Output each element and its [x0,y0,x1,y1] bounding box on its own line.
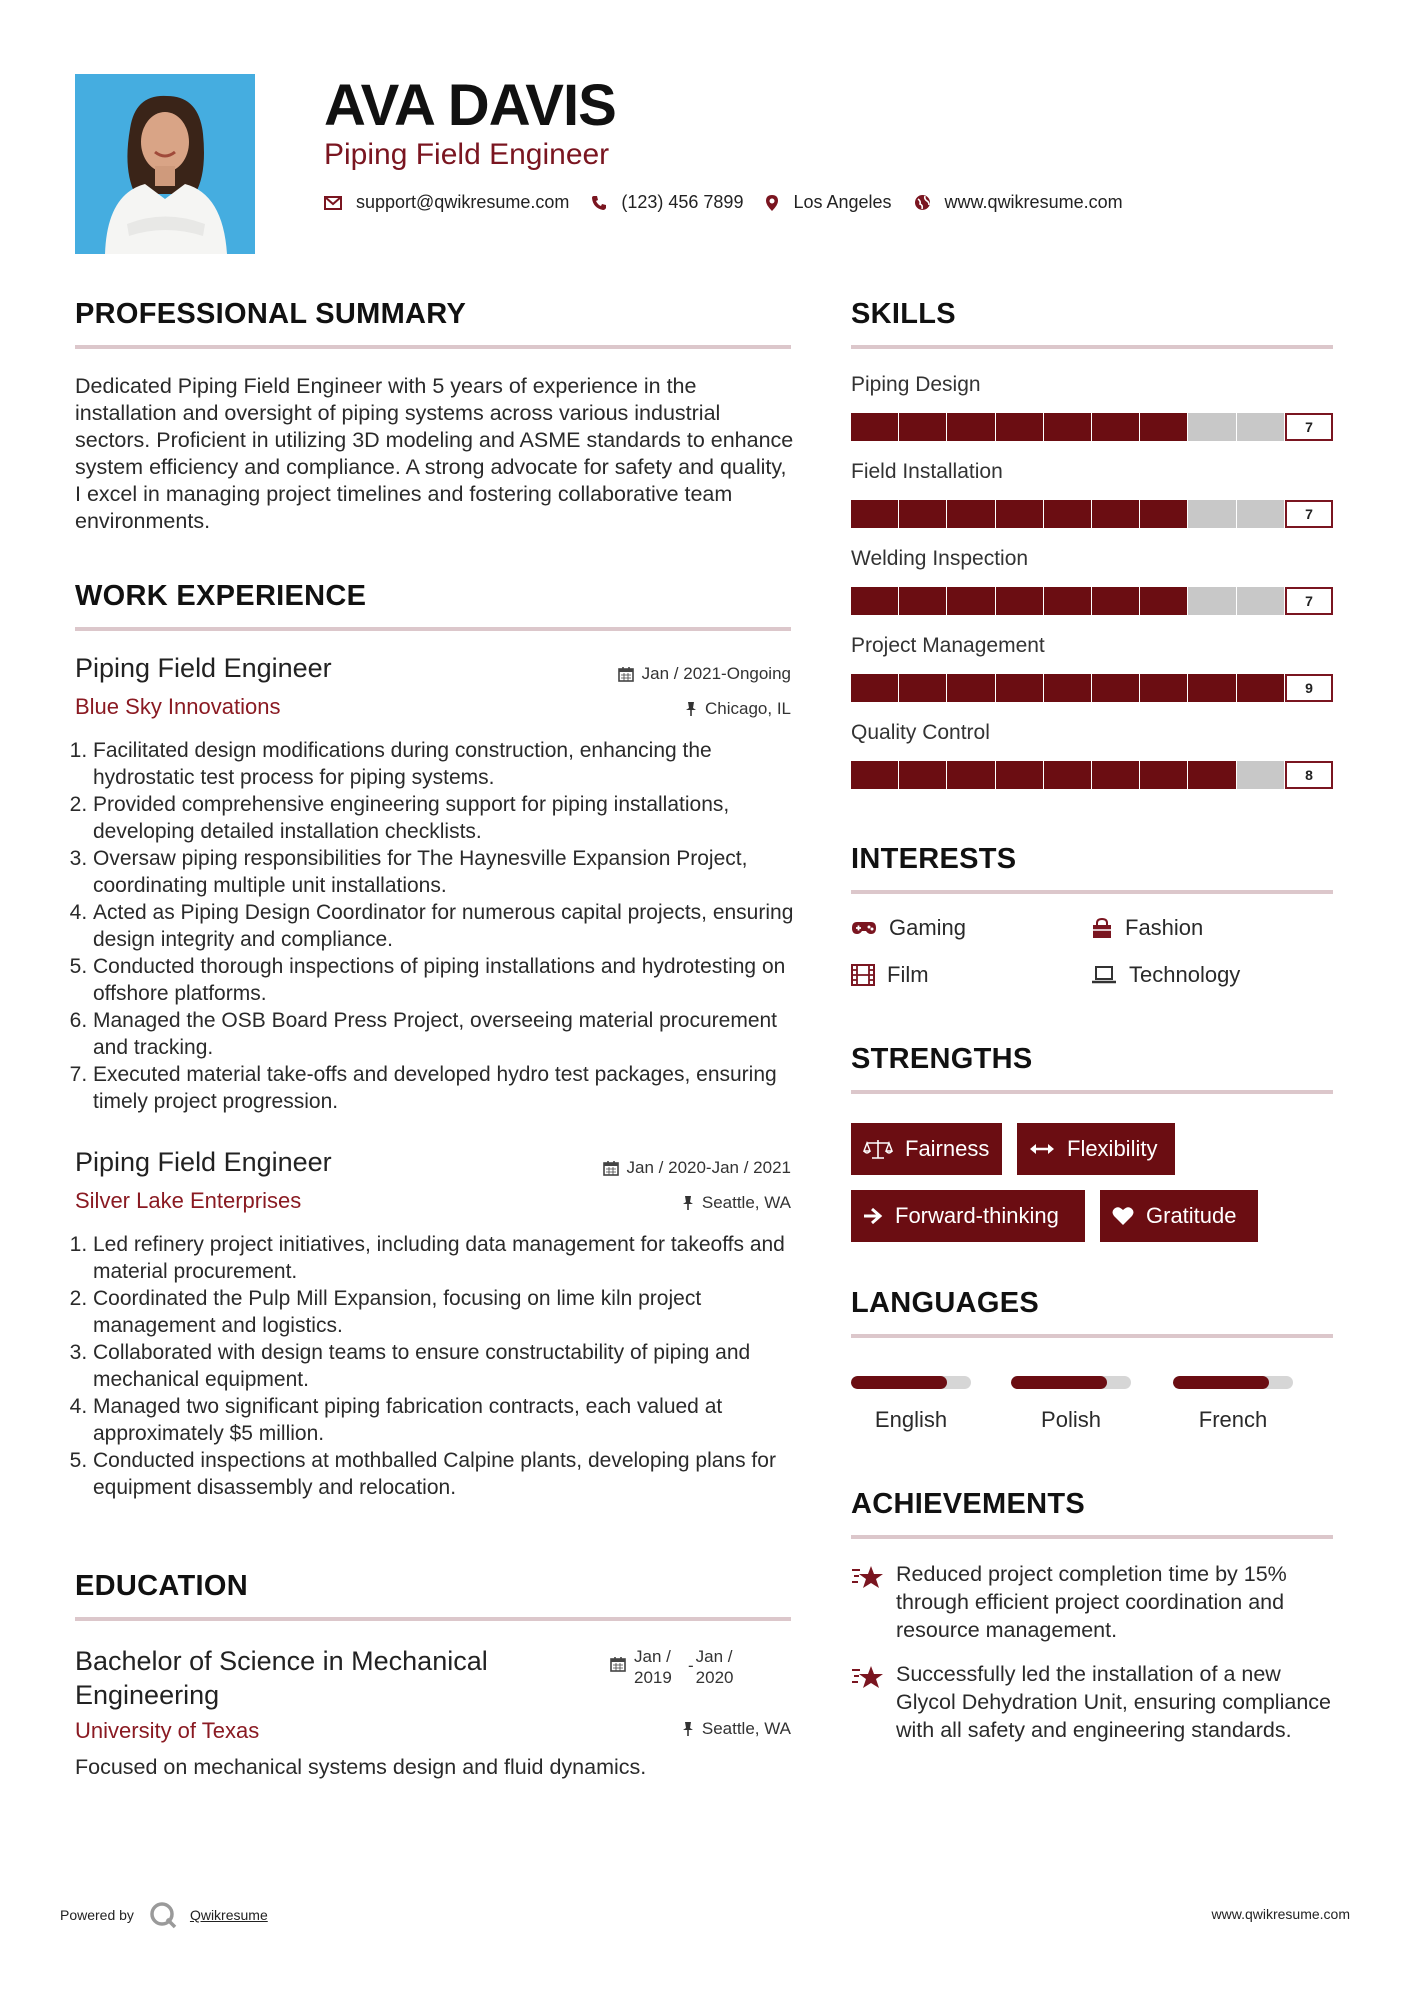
qwikresume-logo-icon [148,1900,178,1930]
skill-segment [1237,674,1284,702]
balance-scale-icon [863,1138,893,1160]
job-location-text: Chicago, IL [705,699,791,718]
language-item [1173,1376,1293,1433]
strength-label: Fairness [905,1136,990,1161]
location-text: Los Angeles [793,192,892,212]
degree-title: Bachelor of Science in Mechanical Engineering [75,1646,488,1710]
list-item: 3. Collaborated with design teams to ensure constructability of piping and mechanical equipment. [93,1339,813,1393]
map-marker-icon [765,194,779,212]
strength-tag [1017,1123,1175,1175]
skill-segment [1188,413,1235,441]
skill-segment [1140,674,1187,702]
skill-segment [1044,500,1091,528]
education-heading: EDUCATION [75,1570,248,1602]
skill-segment [1188,674,1235,702]
skill-segment [996,761,1043,789]
skill-level-badge: 7 [1285,587,1333,615]
interests-divider [851,890,1333,894]
strength-tag [1100,1190,1258,1242]
heart-icon [1112,1206,1134,1226]
powered-by-text: Powered by [60,1907,134,1923]
achievement-text: Successfully led the installation of a new Glycol Dehydration Unit, ensuring compliance with all safety and engineering standards. [896,1662,1331,1742]
list-item: 3. Oversaw piping responsibilities for The Haynesville Expansion Project, coordinating multiple unit installations. [93,845,813,899]
skill-segment [899,761,946,789]
skill-name: Field Installation [851,460,1003,483]
strength-tag [851,1123,1002,1175]
skill-name: Project Management [851,634,1045,657]
skill-segment [851,587,898,615]
language-item [851,1376,971,1433]
skill-bar [851,413,1333,441]
job-dates [618,664,791,684]
skill-level-badge: 8 [1285,761,1333,789]
calendar-icon [618,666,634,682]
list-item: 5. Conducted thorough inspections of piping installations and hydrotesting on offshore platforms. [93,953,813,1007]
gamepad-icon [851,920,877,936]
language-bar [1173,1376,1293,1389]
job-dates-text: Jan / 2020-Jan / 2021 [626,1158,791,1177]
language-bar [851,1376,971,1389]
interest-item [851,962,929,988]
arrows-horizontal-icon [1029,1142,1055,1156]
summary-heading: PROFESSIONAL SUMMARY [75,298,467,330]
language-name: Polish [1041,1407,1101,1432]
achievement-item [851,1660,1331,1744]
list-item: 1. Led refinery project initiatives, including data management for takeoffs and material procurement. [93,1231,813,1285]
skill-segment [1092,674,1139,702]
skill-segment [899,674,946,702]
date-separator: - [688,1656,694,1675]
skill-name: Piping Design [851,373,981,396]
skill-segment [1237,761,1284,789]
footer-website[interactable]: www.qwikresume.com [1211,1906,1350,1922]
interest-label: Film [887,962,929,987]
pushpin-icon [682,1721,694,1737]
summary-divider [75,345,791,349]
list-item: 7. Executed material take-offs and developed hydro test packages, ensuring timely project progression. [93,1061,813,1115]
summary-text: Dedicated Piping Field Engineer with 5 years of experience in the installation and oversight of piping systems across various industrial sectors. Proficient in utilizing 3D modeling and ASME standards to enhance system efficiency and compliance. A strong advocate for safety and quality, I excel in managing project timelines and fostering collaborative team environments. [75,374,794,533]
skill-segment [1188,500,1235,528]
skill-segment [851,413,898,441]
laptop-icon [1091,965,1117,985]
contact-phone[interactable] [591,192,743,213]
company-name: Silver Lake Enterprises [75,1188,302,1213]
skill-segment [899,413,946,441]
list-item: 1. Facilitated design modifications during construction, enhancing the hydrostatic test process for piping systems. [93,737,813,791]
job-title: Piping Field Engineer [75,653,332,683]
skill-segment [1092,500,1139,528]
shopping-bag-icon [1091,917,1113,939]
skill-bar [851,500,1333,528]
education-start: Jan / 2019 [634,1647,672,1687]
skill-segment [1188,761,1235,789]
skill-segment [1237,413,1284,441]
job-dates [603,1158,791,1178]
strength-label: Flexibility [1067,1136,1158,1161]
person-photo-illustration [75,74,255,254]
interest-item [1091,962,1240,988]
candidate-name: AVA DAVIS [324,73,616,138]
skill-segment [1092,413,1139,441]
education-location [682,1719,791,1739]
profile-photo [75,74,255,254]
skill-segment [899,587,946,615]
languages-divider [851,1334,1333,1338]
language-item [1011,1376,1131,1433]
experience-divider [75,627,791,631]
skill-segment [899,500,946,528]
achievements-divider [851,1535,1333,1539]
skill-segment [947,413,994,441]
globe-icon [914,194,931,211]
interests-heading: INTERESTS [851,843,1017,875]
skill-segment [996,587,1043,615]
contact-location [765,192,891,213]
interest-label: Fashion [1125,915,1204,940]
school-name: University of Texas [75,1718,260,1743]
skill-name: Welding Inspection [851,547,1029,570]
strength-label: Forward-thinking [895,1203,1059,1228]
interest-item [1091,915,1203,941]
education-dates [610,1646,748,1688]
job-title: Piping Field Engineer [75,1147,332,1177]
skills-divider [851,345,1333,349]
skill-segment [1140,761,1187,789]
candidate-title: Piping Field Engineer [324,138,610,171]
language-bar-fill [1011,1376,1107,1389]
skill-segment [1140,587,1187,615]
skill-segment [1140,413,1187,441]
skill-segment [1188,587,1235,615]
interest-label: Technology [1129,962,1241,987]
skill-bar [851,674,1333,702]
skill-segment [1237,500,1284,528]
job-location [682,1193,791,1213]
job-responsibilities [75,1231,813,1501]
achievement-item [851,1560,1331,1644]
list-item: 2. Coordinated the Pulp Mill Expansion, focusing on lime kiln project management and logistics. [93,1285,813,1339]
envelope-icon [324,196,342,210]
list-item: 4. Acted as Piping Design Coordinator for numerous capital projects, ensuring design integrity and compliance. [93,899,813,953]
phone-icon [591,195,607,211]
skill-segment [851,674,898,702]
skill-name: Quality Control [851,721,990,744]
star-award-icon [851,1664,885,1690]
job-location [685,699,791,719]
skill-bar [851,761,1333,789]
experience-heading: WORK EXPERIENCE [75,580,367,612]
skill-segment [947,761,994,789]
education-end: Jan / 2020 [695,1647,734,1687]
skill-segment [1044,413,1091,441]
strength-label: Gratitude [1146,1203,1237,1228]
qwikresume-link[interactable]: Qwikresume [189,1907,268,1923]
pushpin-icon [685,701,697,717]
skill-level-badge: 7 [1285,500,1333,528]
skill-segment [1044,674,1091,702]
footer-powered-by [60,1900,268,1930]
contact-website[interactable] [914,192,1123,213]
job-dates-text: Jan / 2021-Ongoing [641,664,791,683]
education-divider [75,1617,791,1621]
skill-segment [996,500,1043,528]
achievements-heading: ACHIEVEMENTS [851,1488,1086,1520]
film-icon [851,964,875,986]
email-text: support@qwikresume.com [356,192,570,212]
language-name: English [874,1407,948,1432]
pushpin-icon [682,1195,694,1211]
skill-segment [947,587,994,615]
skill-segment [1092,761,1139,789]
strengths-heading: STRENGTHS [851,1043,1033,1075]
contact-email[interactable] [324,192,569,213]
contact-bar [324,192,1145,213]
skill-segment [1092,587,1139,615]
star-award-icon [851,1564,885,1590]
skill-level-badge: 9 [1285,674,1333,702]
language-bar [1011,1376,1131,1389]
skill-bar [851,587,1333,615]
skill-segment [1237,587,1284,615]
strength-tag [851,1190,1085,1242]
job-responsibilities [75,737,813,1115]
skill-segment [947,500,994,528]
phone-text: (123) 456 7899 [621,192,744,212]
arrow-right-icon [863,1207,883,1225]
strengths-divider [851,1090,1333,1094]
interest-item [851,915,966,941]
company-name: Blue Sky Innovations [75,694,281,719]
education-location-text: Seattle, WA [701,1719,791,1738]
website-text: www.qwikresume.com [944,192,1123,212]
language-name: French [1198,1407,1268,1432]
skill-segment [851,500,898,528]
calendar-icon [610,1656,626,1672]
skills-heading: SKILLS [851,298,956,330]
language-bar-fill [851,1376,947,1389]
skill-segment [996,674,1043,702]
achievement-text: Reduced project completion time by 15% through efficient project coordination and resource management. [896,1562,1287,1642]
skill-segment [947,674,994,702]
languages-heading: LANGUAGES [851,1287,1039,1319]
skill-segment [1140,500,1187,528]
interest-label: Gaming [889,915,967,940]
skill-segment [996,413,1043,441]
skill-segment [1044,761,1091,789]
list-item: 5. Conducted inspections at mothballed Calpine plants, developing plans for equipment disassembly and relocation. [93,1447,813,1501]
skill-level-badge: 7 [1285,413,1333,441]
language-bar-fill [1173,1376,1269,1389]
list-item: 4. Managed two significant piping fabrication contracts, each valued at approximately $5 million. [93,1393,813,1447]
skill-segment [851,761,898,789]
skill-segment [1044,587,1091,615]
job-location-text: Seattle, WA [701,1193,791,1212]
list-item: 2. Provided comprehensive engineering support for piping installations, developing detailed installation checklists. [93,791,813,845]
calendar-icon [603,1160,619,1176]
education-description: Focused on mechanical systems design and fluid dynamics. [75,1755,647,1779]
list-item: 6. Managed the OSB Board Press Project, overseeing material procurement and tracking. [93,1007,813,1061]
